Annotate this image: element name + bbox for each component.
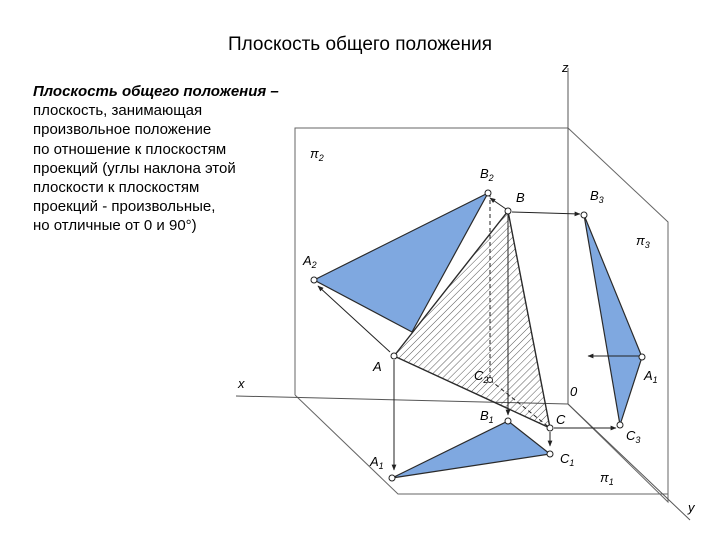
frontal-plane-label: $\pi_2$	[310, 146, 324, 163]
point-b3	[581, 212, 587, 218]
definition-line: плоскости к плоскостям	[33, 179, 200, 197]
point-a1-label: $A_1$	[370, 454, 384, 471]
point-c3-label: $C_3$	[626, 428, 641, 445]
profile-projection-triangle	[584, 215, 642, 425]
horizontal-plane-label: $\pi_1$	[600, 470, 614, 487]
arrow-b-to-b2	[490, 198, 506, 209]
point-b1	[505, 418, 511, 424]
definition-line: но отличные от 0 и 90°)	[33, 217, 197, 235]
definition-line: проекций - произвольные,	[33, 198, 216, 216]
point-b2	[485, 190, 491, 196]
point-a3	[639, 354, 645, 360]
point-a3-label: $A_1$	[644, 368, 658, 385]
x-axis-label: x	[238, 376, 245, 391]
point-b2-label: $B_2$	[480, 166, 494, 183]
point-b3-label: $B_3$	[590, 188, 604, 205]
horizontal-projection-triangle	[392, 421, 550, 478]
definition-line: произвольное положение	[33, 121, 212, 139]
point-b	[505, 208, 511, 214]
y-axis	[568, 404, 690, 520]
point-c1-label: $C_1$	[560, 451, 575, 468]
point-c1	[547, 451, 553, 457]
z-axis-label: z	[562, 60, 569, 75]
y-axis-label: y	[688, 500, 695, 515]
definition-line: проекций (углы наклона этой	[33, 159, 236, 177]
arrow-b-to-b3	[512, 212, 580, 214]
point-b-label: B	[516, 190, 525, 205]
point-c2-label: $C_2$	[474, 368, 489, 385]
point-a1	[389, 475, 395, 481]
point-c	[547, 425, 553, 431]
origin-label: 0	[570, 384, 578, 399]
point-a2	[311, 277, 317, 283]
point-c3	[617, 422, 623, 428]
definition-line: по отношение к плоскостям	[33, 140, 227, 158]
profile-plane-label: $\pi_3$	[636, 233, 650, 250]
point-a-label: A	[373, 359, 382, 374]
definition-line: плоскость, занимающая	[33, 102, 203, 120]
point-c-label: C	[556, 412, 566, 427]
page-title: Плоскость общего положения	[227, 34, 493, 55]
point-a	[391, 353, 397, 359]
definition-term: Плоскость общего положения –	[33, 83, 279, 100]
point-a2-label: $A_2$	[303, 253, 317, 270]
point-b1-label: $B_1$	[480, 408, 494, 425]
